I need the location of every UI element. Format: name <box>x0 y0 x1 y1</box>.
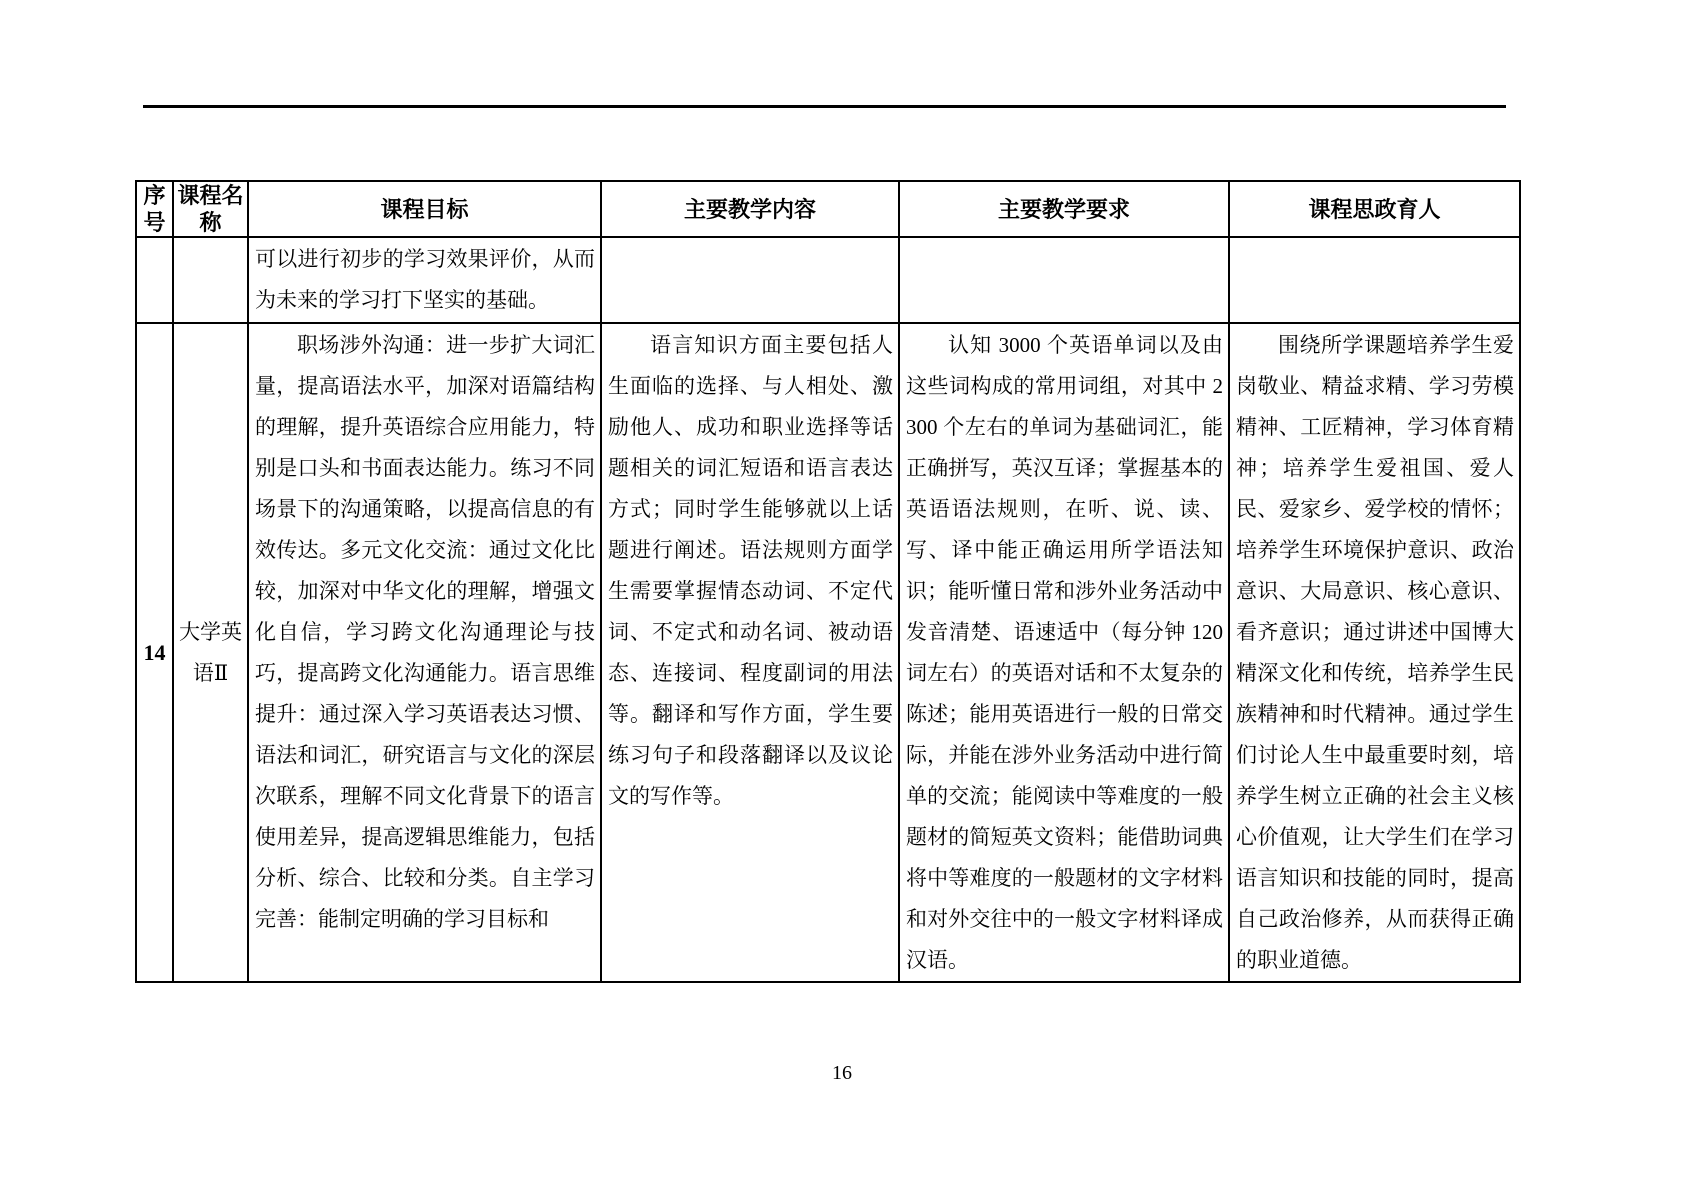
header-no: 序号 <box>136 181 173 237</box>
header-teaching-requirements: 主要教学要求 <box>899 181 1229 237</box>
cell-course-name: 大学英语Ⅱ <box>173 323 248 982</box>
table-header-row <box>136 181 1520 237</box>
header-ideology-education: 课程思政育人 <box>1229 181 1520 237</box>
table-row-14 <box>136 323 1520 982</box>
cell-ideology: 围绕所学课题培养学生爱岗敬业、精益求精、学习劳模精神、工匠精神，学习体育精神；培养学生爱祖国、爱人民、爱家乡、爱学校的情怀；培养学生环境保护意识、政治意识、大局意识、核心意识、看齐意识；通过讲述中国博大精深文化和传统，培养学生民族精神和时代精神。通过学生们讨论人生中最重要时刻，培养学生树立正确的社会主义核心价值观，让大学生们在学习语言知识和技能的同时，提高自己政治修养，从而获得正确的职业道德。 <box>1229 323 1520 982</box>
page-number: 16 <box>832 1062 852 1084</box>
header-teaching-content: 主要教学内容 <box>601 181 899 237</box>
cell-course-name-empty <box>173 237 248 323</box>
cell-course-objectives-continuation: 可以进行初步的学习效果评价，从而为未来的学习打下坚实的基础。 <box>248 237 601 323</box>
header-course-name: 课程名称 <box>173 181 248 237</box>
cell-no-empty <box>136 237 173 323</box>
cell-teaching-requirements-empty <box>899 237 1229 323</box>
page-header-rule <box>143 105 1506 108</box>
cell-course-objectives: 职场涉外沟通：进一步扩大词汇量，提高语法水平，加深对语篇结构的理解，提升英语综合应用能力，特别是口头和书面表达能力。练习不同场景下的沟通策略，以提高信息的有效传达。多元文化交流：通过文化比较，加深对中华文化的理解，增强文化自信，学习跨文化沟通理论与技巧，提高跨文化沟通能力。语言思维提升：通过深入学习英语表达习惯、语法和词汇，研究语言与文化的深层次联系，理解不同文化背景下的语言使用差异，提高逻辑思维能力，包括分析、综合、比较和分类。自主学习完善：能制定明确的学习目标和 <box>248 323 601 982</box>
cell-teaching-requirements: 认知 3000 个英语单词以及由这些词构成的常用词组，对其中 2300 个左右的单词为基础词汇，能正确拼写，英汉互译；掌握基本的英语语法规则，在听、说、读、写、译中能正确运用所学语法知识；能听懂日常和涉外业务活动中发音清楚、语速适中（每分钟 120 词左右）的英语对话和不太复杂的陈述；能用英语进行一般的日常交际，并能在涉外业务活动中进行简单的交流；能阅读中等难度的一般题材的简短英文资料；能借助词典将中等难度的一般题材的文字材料和对外交往中的一般文字材料译成汉语。 <box>899 323 1229 982</box>
table-row-continuation <box>136 237 1520 323</box>
cell-teaching-content: 语言知识方面主要包括人生面临的选择、与人相处、激励他人、成功和职业选择等话题相关的词汇短语和语言表达方式；同时学生能够就以上话题进行阐述。语法规则方面学生需要掌握情态动词、不定代词、不定式和动名词、被动语态、连接词、程度副词的用法等。翻译和写作方面，学生要练习句子和段落翻译以及议论文的写作等。 <box>601 323 899 982</box>
course-table <box>135 180 1521 983</box>
cell-row-number: 14 <box>136 323 173 982</box>
header-course-objectives: 课程目标 <box>248 181 601 237</box>
cell-ideology-empty <box>1229 237 1520 323</box>
cell-teaching-content-empty <box>601 237 899 323</box>
